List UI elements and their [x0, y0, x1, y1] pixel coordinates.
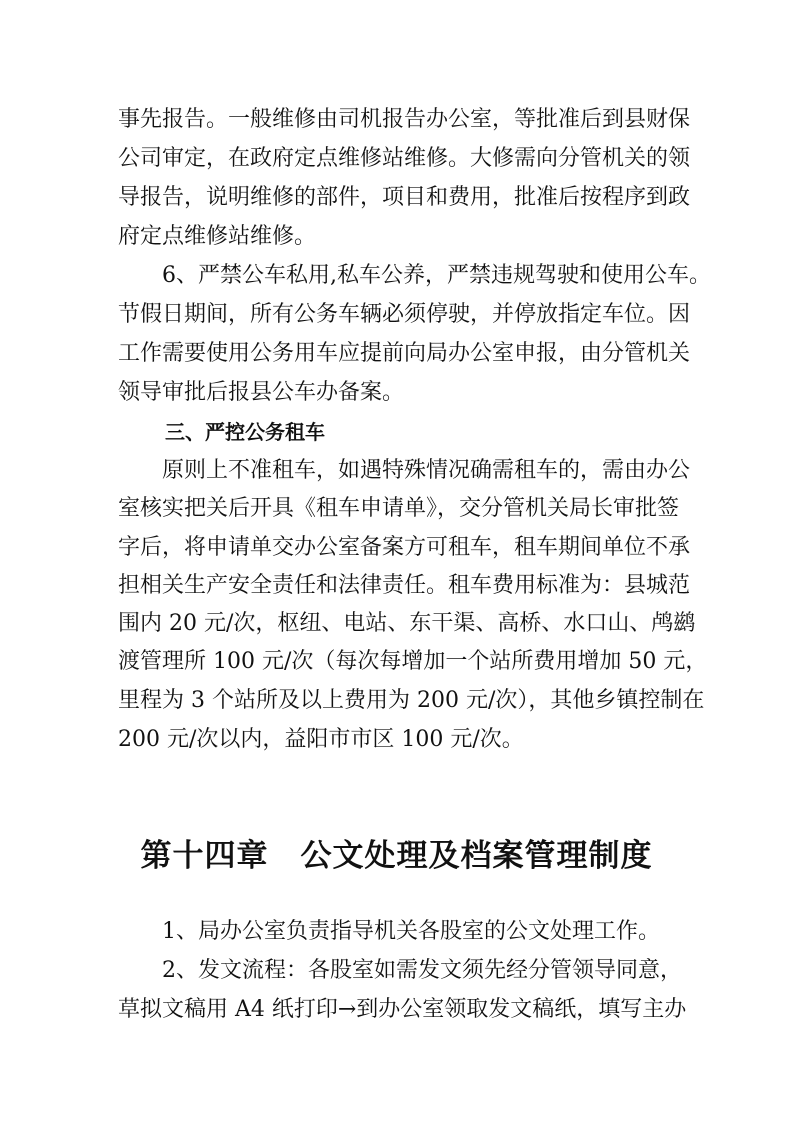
paragraph-line: 渡管理所 100 元/次（每次每增加一个站所费用增加 50 元， — [118, 649, 708, 674]
paragraph-line: 1、局办公室负责指导机关各股室的公文处理工作。 — [162, 919, 660, 944]
paragraph-line: 工作需要使用公务用车应提前向局办公室申报，由分管机关 — [118, 341, 691, 366]
paragraph-line: 围内 20 元/次，枢纽、电站、东干渠、高桥、水口山、鸬鹚 — [118, 611, 696, 636]
paragraph-line: 字后，将申请单交办公室备案方可租车，租车期间单位不承 — [118, 535, 691, 560]
paragraph-line: 府定点维修站维修。 — [118, 224, 317, 249]
paragraph-line: 室核实把关后开具《租车申请单》，交分管机关局长审批签 — [118, 496, 680, 521]
section-heading: 三、严控公务租车 — [165, 420, 325, 444]
paragraph-line: 领导审批后报县公车办备案。 — [118, 380, 405, 405]
paragraph-line: 6、严禁公车私用,私车公养，严禁违规驾驶和使用公车。 — [162, 263, 711, 288]
paragraph-line: 事先报告。一般维修由司机报告办公室，等批准后到县财保 — [118, 107, 691, 132]
paragraph-line: 原则上不准租车，如遇特殊情况确需租车的，需由办公 — [162, 458, 691, 483]
paragraph-line: 公司审定，在政府定点维修站维修。大修需向分管机关的领 — [118, 146, 691, 171]
paragraph-line: 2、发文流程：各股室如需发文须先经分管领导同意， — [162, 958, 682, 983]
paragraph-line: 200 元/次以内，益阳市市区 100 元/次。 — [118, 727, 524, 752]
paragraph-line: 导报告，说明维修的部件，项目和费用，批准后按程序到政 — [118, 185, 691, 210]
chapter-title: 第十四章 公文处理及档案管理制度 — [140, 838, 653, 874]
paragraph-line: 节假日期间，所有公务车辆必须停驶，并停放指定车位。因 — [118, 302, 691, 327]
paragraph-line: 里程为 3 个站所及以上费用为 200 元/次），其他乡镇控制在 — [118, 688, 705, 713]
paragraph-line: 担相关生产安全责任和法律责任。租车费用标准为：县城范 — [118, 573, 691, 598]
paragraph-line: 草拟文稿用 A4 纸打印→到办公室领取发文稿纸，填写主办 — [118, 997, 687, 1022]
